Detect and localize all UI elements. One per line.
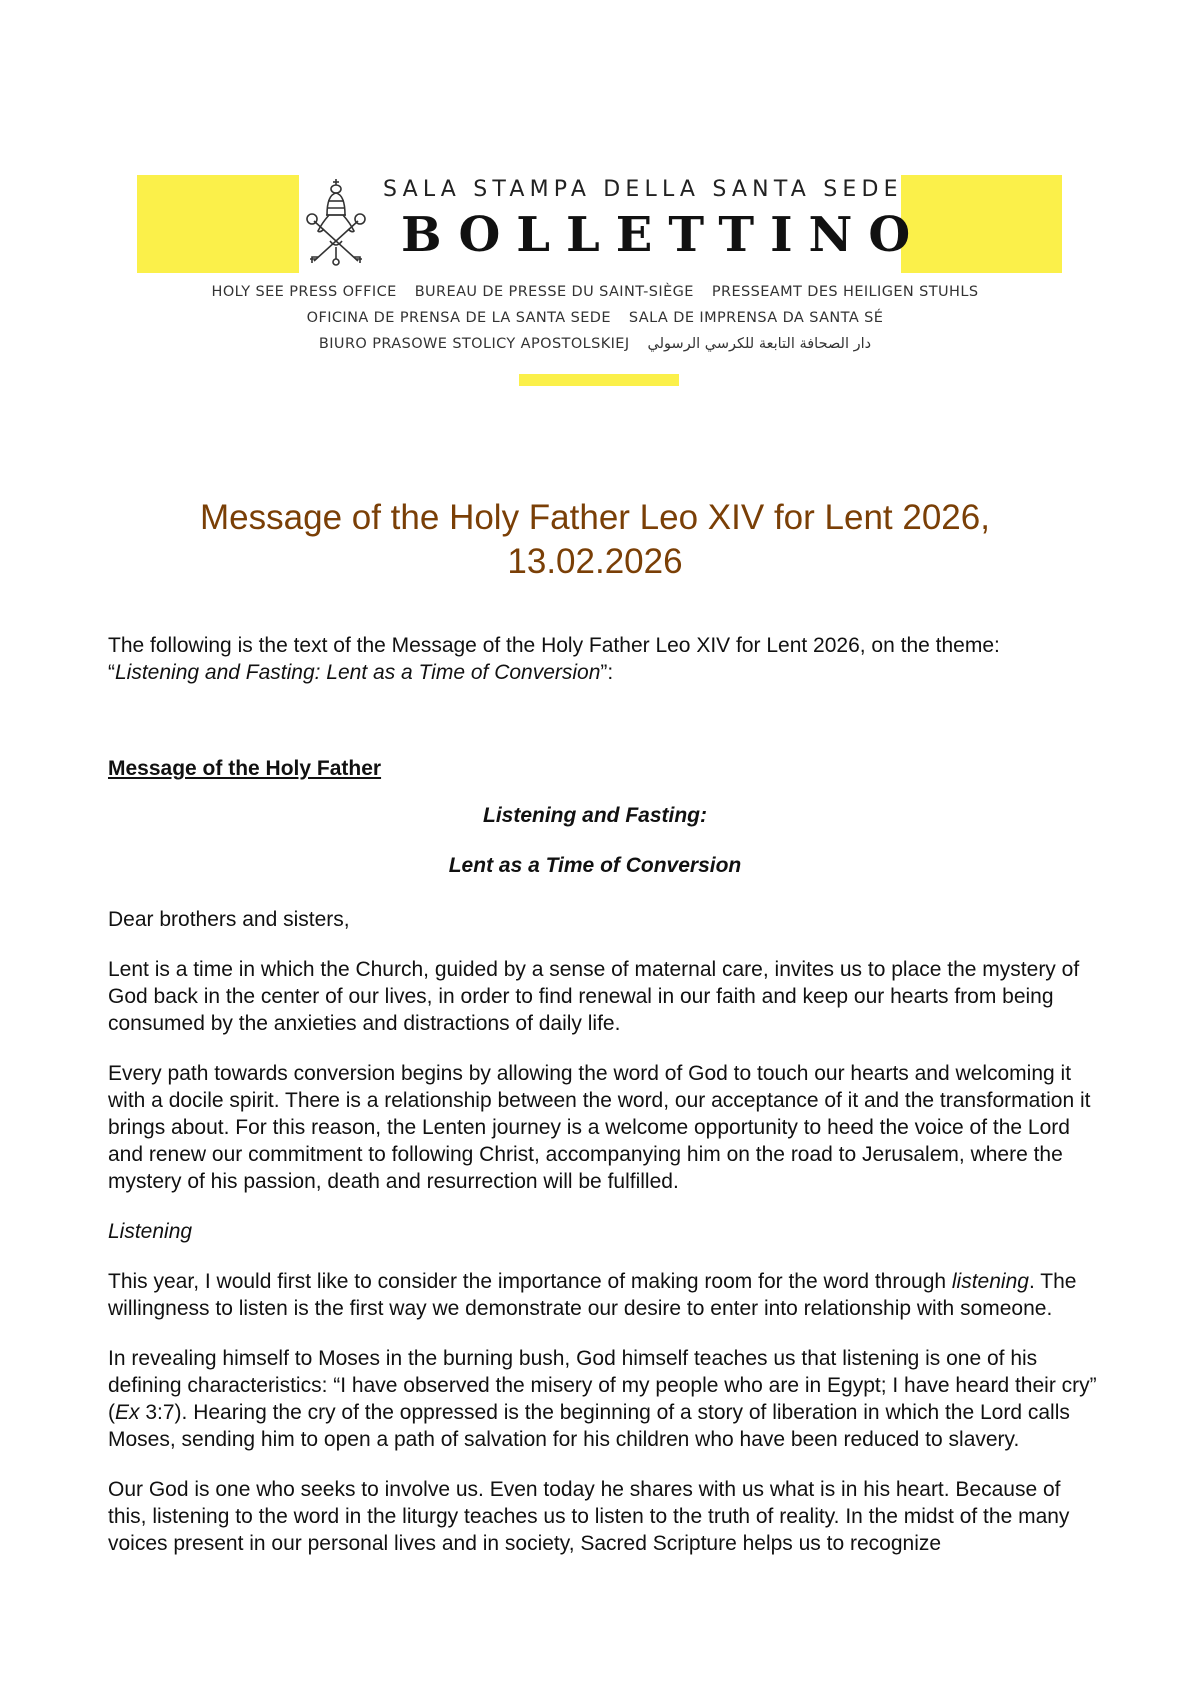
accent-divider-bar (519, 374, 679, 386)
paragraph-4: In revealing himself to Moses in the burning bush, God himself teaches us that listening is one of his defining characteristics: “I have observed the misery of my people who are in Egypt; I have heard their cry” (Ex 3:7). Hearing the cry of the oppressed is the beginning of a story of liberation in which the Lord calls Moses, sending him to open a path of salvation for his children who have been reduced to slavery. (108, 1347, 1097, 1451)
intro-paragraph (108, 632, 1103, 686)
theme-line-1: Listening and Fasting: (483, 804, 707, 827)
page-title-line-1: Message of the Holy Father Leo XIV for Lent 2026, (200, 498, 990, 537)
subheading-listening: Listening (108, 1220, 193, 1243)
office-name-fr: BUREAU DE PRESSE DU SAINT-SIÈGE (414, 284, 694, 300)
offices-line-3 (0, 336, 1190, 352)
paragraph-1: Lent is a time in which the Church, guided by a sense of maternal care, invites us to place the mystery of God back in the center of our lives, in order to find renewal in our faith and keep our hearts from being consumed by the anxieties and distractions of daily life. (108, 958, 1080, 1035)
intro-theme: Listening and Fasting: Lent as a Time of Conversion (115, 661, 601, 684)
intro-quote-open: “ (108, 661, 115, 684)
office-name-pt: SALA DE IMPRENSA DA SANTA SÉ (628, 310, 884, 326)
salutation: Dear brothers and sisters, (108, 908, 350, 931)
intro-quote-close: ”: (600, 661, 614, 684)
masthead-yellow-block-left (137, 175, 299, 273)
masthead-subtitle: SALA STAMPA DELLA SANTA SEDE (383, 177, 903, 202)
papal-keys-emblem-icon (300, 175, 372, 271)
page-title-line-2: 13.02.2026 (507, 542, 683, 581)
page-title (100, 496, 1090, 584)
office-name-en: HOLY SEE PRESS OFFICE (211, 284, 397, 300)
masthead-banner (0, 175, 1190, 273)
office-name-pl: BIURO PRASOWE STOLICY APOSTOLSKIEJ (318, 336, 630, 352)
office-name-de: PRESSEAMT DES HEILIGEN STUHLS (711, 284, 979, 300)
office-name-es: OFICINA DE PRENSA DE LA SANTA SEDE (306, 310, 611, 326)
message-body (108, 906, 1103, 1580)
section-heading: Message of the Holy Father (108, 757, 382, 780)
paragraph-2: Every path towards conversion begins by allowing the word of God to touch our hearts and welcoming it with a docile spirit. There is a relationship between the word, our acceptance of it and the transformation it brings about. For this reason, the Lenten journey is a welcome opportunity to heed the voice of the Lord and renew our commitment to following Christ, accompanying him on the road to Jerusalem, where the mystery of his passion, death and resurrection will be fulfilled. (108, 1062, 1091, 1193)
paragraph-3: This year, I would first like to consider the importance of making room for the word through listening. The willingness to listen is the first way we demonstrate our desire to enter into relationship with someone. (108, 1270, 1077, 1320)
office-name-ar: دار الصحافة التابعة للكرسي الرسولي (647, 336, 872, 352)
offices-line-2 (0, 310, 1190, 326)
paragraph-5: Our God is one who seeks to involve us. Even today he shares with us what is in his heart. Because of this, listening to the word in the liturgy teaches us to listen to the truth of reality. In the midst of the many voices present in our personal lives and in society, Sacred Scripture helps us to recognize (108, 1478, 1070, 1555)
intro-text: The following is the text of the Message of the Holy Father Leo XIV for Lent 2026, on the theme: (108, 634, 1000, 657)
masthead-title: BOLLETTINO (401, 207, 927, 263)
theme-line-2: Lent as a Time of Conversion (448, 854, 742, 877)
offices-line-1 (0, 284, 1190, 300)
